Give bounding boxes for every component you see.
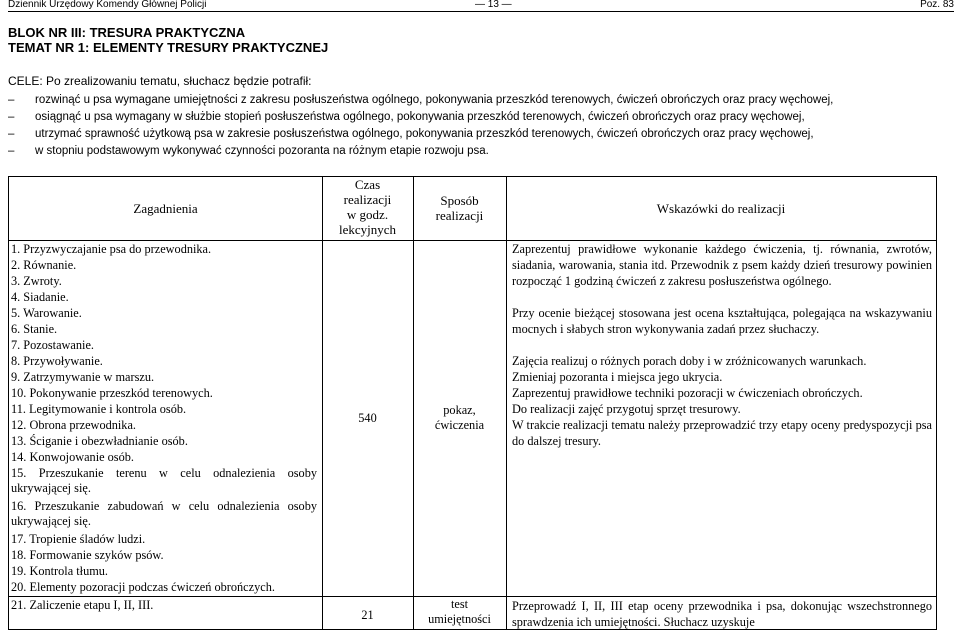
hint-paragraph: Przy ocenie bieżącej stosowana jest ocena kształtująca, polegająca na wskazywaniu mocnych i słabych stron wykonywania zadań przez słuchaczy. — [512, 306, 932, 336]
topic-item-text: 15. Przeszukanie terenu w celu odnalezienia osoby ukrywającej się. — [11, 466, 317, 495]
header-method-line: realizacji — [435, 208, 484, 223]
journal-name: Dziennik Urzędowy Komendy Głównej Policji — [8, 0, 207, 10]
topic-item: 4. Siadanie. — [11, 290, 69, 304]
topic-item: 18. Formowanie szyków psów. — [11, 548, 164, 562]
header-hours-line: lekcyjnych — [338, 222, 397, 237]
topic-item — [11, 499, 317, 529]
header-hours-line: realizacji — [343, 192, 392, 207]
header-hints: Wskazówki do realizacji — [656, 201, 786, 216]
method-main-line: ćwiczenia — [434, 418, 485, 432]
topic-item: 8. Przywoływanie. — [11, 354, 103, 368]
topic-item: 20. Elementy pozoracji podczas ćwiczeń obrończych. — [11, 580, 275, 594]
header-hours — [322, 177, 413, 237]
topic-item — [11, 466, 317, 496]
topic-item: 1. Przyzwyczajanie psa do przewodnika. — [11, 242, 212, 256]
method-final-line: umiejętności — [428, 612, 491, 626]
topic-item: 3. Zwroty. — [11, 274, 62, 288]
header-method-line: Sposób — [440, 193, 479, 208]
header-method — [413, 193, 506, 223]
goals-heading: CELE: Po zrealizowaniu tematu, słuchacz będzie potrafił: — [8, 74, 312, 88]
goal-dash: – — [8, 128, 15, 140]
goal-dash: – — [8, 111, 15, 123]
topic-item: 5. Warowanie. — [11, 306, 82, 320]
hint-paragraph: Zmieniaj pozoranta i miejsca jego ukrycia. — [512, 370, 723, 384]
topic-item: 12. Obrona przewodnika. — [11, 418, 136, 432]
block-title: BLOK NR III: TRESURA PRAKTYCZNA — [8, 25, 246, 40]
header-hours-line: w godz. — [346, 207, 389, 222]
page-header — [8, 0, 954, 12]
topic-item-final: 21. Zaliczenie etapu I, II, III. — [11, 598, 154, 612]
topic-item: 19. Kontrola tłumu. — [11, 564, 109, 578]
method-main-line: pokaz, — [443, 403, 476, 417]
topic-item: 7. Pozostawanie. — [11, 338, 94, 352]
method-final — [413, 597, 506, 627]
hint-paragraph: Zaprezentuj prawidłowe techniki pozoracji w ćwiczeniach obrończych. — [512, 386, 863, 400]
topic-item: 2. Równanie. — [11, 258, 77, 272]
table-divider — [506, 177, 507, 629]
topic-item-text: 16. Przeszukanie zabudowań w celu odnalezienia osoby ukrywającej się. — [11, 499, 317, 528]
goal-text: rozwinąć u psa wymagane umiejętności z zakresu posłuszeństwa ogólnego, pokonywania przeszkód terenowych, ćwiczeń obrończych oraz pracy węchowej, — [35, 94, 834, 106]
topic-title: TEMAT NR 1: ELEMENTY TRESURY PRAKTYCZNEJ — [8, 40, 329, 55]
goal-dash: – — [8, 94, 15, 106]
hint-paragraph: Zaprezentuj prawidłowe wykonanie każdego ćwiczenia, tj. równania, zwrotów, siadania, warowania, stania itd. Przewodnik z psem każdy dzień tresurowy powinien rozpocząć 1 godziną ćwiczeń z zakresu posłuszeństwa ogólnego. — [512, 242, 932, 288]
goal-text: utrzymać sprawność użytkową psa w zakresie posłuszeństwa ogólnego, pokonywania przeszkód terenowych, ćwiczeń obrończych oraz pracy węchowej, — [35, 128, 814, 140]
goal-text: osiągnąć u psa wymagany w służbie stopień posłuszeństwa ogólnego, pokonywania przeszkód terenowych, ćwiczeń obrończych oraz pracy węchowej, — [35, 111, 805, 123]
goal-dash: – — [8, 145, 15, 157]
position-number: Poz. 83 — [920, 0, 954, 10]
hint-paragraph: Zajęcia realizuj o różnych porach doby i w zróżnicowanych warunkach. — [512, 354, 867, 368]
topic-item: 10. Pokonywanie przeszkód terenowych. — [11, 386, 213, 400]
hours-final: 21 — [361, 608, 374, 622]
header-topics: Zagadnienia — [133, 201, 198, 216]
topic-item: 13. Ściganie i obezwładnianie osób. — [11, 434, 188, 448]
page-number: — 13 — — [475, 0, 512, 10]
hint-paragraph: W trakcie realizacji tematu należy przeprowadzić trzy etapy oceny predyspozycji psa do dalszej tresury. — [512, 418, 932, 448]
hours-main: 540 — [358, 411, 377, 425]
topic-item: 17. Tropienie śladów ludzi. — [11, 532, 146, 546]
topic-item: 6. Stanie. — [11, 322, 58, 336]
hint-paragraph: Do realizacji zajęć przygotuj sprzęt tresurowy. — [512, 402, 741, 416]
goal-text: w stopniu podstawowym wykonywać czynności pozoranta na różnym etapie rozwoju psa. — [35, 145, 489, 157]
header-hours-line: Czas — [354, 177, 381, 192]
topic-item: 9. Zatrzymywanie w marszu. — [11, 370, 155, 384]
method-main — [413, 403, 506, 433]
method-final-line: test — [450, 597, 469, 611]
curriculum-table — [8, 176, 937, 630]
topic-item: 14. Konwojowanie osób. — [11, 450, 134, 464]
topic-item: 11. Legitymowanie i kontrola osób. — [11, 402, 187, 416]
hint-final: Przeprowadź I, II, III etap oceny przewodnika i psa, dokonując wszechstronnego sprawdzenia ich umiejętności. Słuchacz uzyskuje — [512, 599, 932, 629]
